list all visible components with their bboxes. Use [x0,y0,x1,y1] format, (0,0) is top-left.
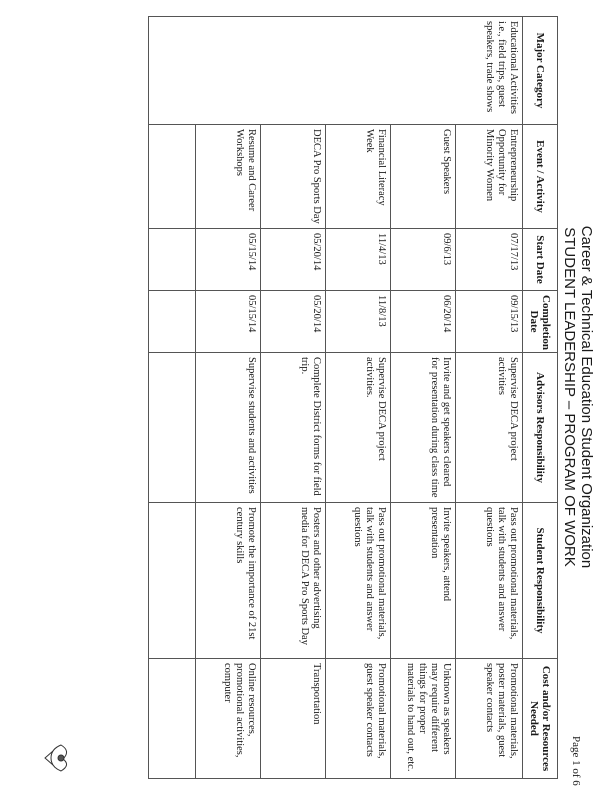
start-date-cell: 11/4/13 [326,229,391,291]
logo-icon [30,728,76,788]
advisor-cell: Complete District forms for field trip. [261,353,326,503]
start-date-cell: 05/20/14 [261,229,326,291]
empty-cell [149,659,196,779]
column-header: Start Date [523,229,558,291]
advisor-cell: Supervise students and activities [196,353,261,503]
student-cell: Pass out promotional materials, talk with students and answer questions [456,503,523,659]
advisor-cell: Supervise DECA project activities. [326,353,391,503]
event-cell: Guest Speakers [391,125,456,229]
event-cell: DECA Pro Sports Day [261,125,326,229]
cost-cell: Transportation [261,659,326,779]
column-header: Student Responsibility [523,503,558,659]
completion-date-cell: 05/15/14 [196,291,261,353]
student-cell: Invite speakers, attend presentation [391,503,456,659]
cost-cell: Promotional materials, guest speaker contacts [326,659,391,779]
completion-date-cell: 06/20/14 [391,291,456,353]
table-row [261,17,326,779]
document-subtitle: STUDENT LEADERSHIP – PROGRAM OF WORK [561,227,578,567]
cost-cell: Online resources, promotional activities, computer [196,659,261,779]
start-date-cell: 07/17/13 [456,229,523,291]
category-cell: Educational Activities i.e., field trips, guest speakers, trade shows [149,17,523,125]
column-header: Cost and/or Resources Needed [523,659,558,779]
school-logo [30,728,76,788]
empty-cell [149,353,196,503]
empty-cell [149,229,196,291]
column-header: Event / Activity [523,125,558,229]
empty-cell [149,291,196,353]
completion-date-cell: 09/15/13 [456,291,523,353]
empty-cell [149,125,196,229]
event-cell: Entrepreneurship Opportunity for Minority Women [456,125,523,229]
table-row [391,17,456,779]
table-row-empty [149,17,196,779]
column-header: Completion Date [523,291,558,353]
table-row [456,17,523,779]
completion-date-cell: 05/20/14 [261,291,326,353]
start-date-cell: 05/15/14 [196,229,261,291]
column-header: Advisors Responsibility [523,353,558,503]
advisor-cell: Invite and get speakers cleared for presentation during class time [391,353,456,503]
student-cell: Promote the importance of 21st century skills [196,503,261,659]
table-row [326,17,391,779]
cost-cell: Promotional materials, poster materials, guest speaker contacts [456,659,523,779]
start-date-cell: 09/6/13 [391,229,456,291]
event-cell: Financial Literacy Week [326,125,391,229]
title-block [561,12,595,782]
student-cell: Posters and other advertising media for DECA Pro Sports Day [261,503,326,659]
completion-date-cell: 11/8/13 [326,291,391,353]
table-row [196,17,261,779]
table-header-row [523,17,558,779]
student-cell: Pass out promotional materials, talk with students and answer questions [326,503,391,659]
page-number-text: Page 1 of 6 [570,736,582,786]
column-header: Major Category [523,17,558,125]
empty-cell [149,503,196,659]
rotated-page [40,12,600,782]
document-title: Career & Technical Education Student Organization [578,225,595,569]
program-of-work-table [148,16,558,779]
advisor-cell: Supervise DECA project activities [456,353,523,503]
page-number [570,736,600,800]
event-cell: Resume and Career Workshops [196,125,261,229]
cost-cell: Unknown as speakers may require different things for proper materials to hand out, etc. [391,659,456,779]
